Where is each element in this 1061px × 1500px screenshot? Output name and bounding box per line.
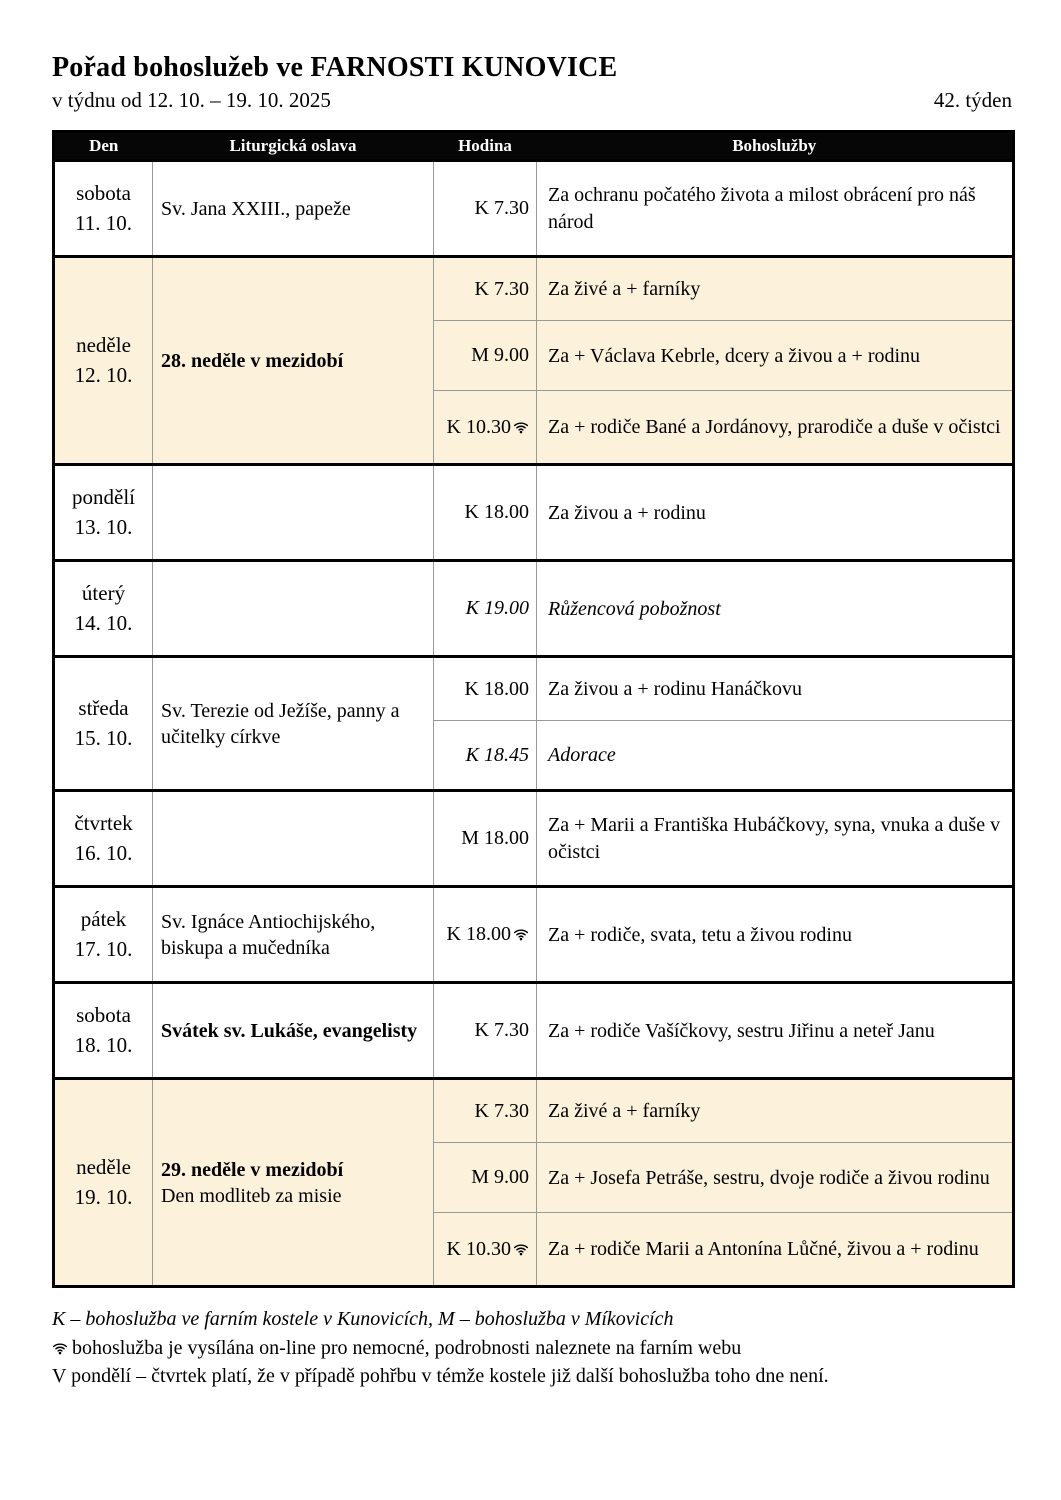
service-cell: Za živou a + rodinu Hanáčkovu [537,657,1014,721]
feast-cell [153,791,434,887]
day-cell [54,561,153,657]
table-row [54,1079,1014,1143]
day-cell [54,161,153,257]
wifi-icon [52,1340,68,1356]
feast-text: Sv. Ignáce Antiochijského, biskupa a mučedníka [161,910,376,959]
funeral-note-line: V pondělí – čtvrtek platí, že v případě pohřbu v témže kostele již další bohoslužba toho dne není. [52,1365,829,1388]
feast-cell [153,161,434,257]
feast-cell [153,465,434,561]
time-cell [434,791,537,887]
feast-subtext: Den modliteb za misie [161,1184,342,1207]
day-date: 17. 10. [74,936,133,961]
day-cell [54,657,153,791]
table-row [54,657,1014,721]
day-cell [54,791,153,887]
time-text: M 18.00 [461,827,529,850]
day-cell [54,257,153,465]
time-cell [434,561,537,657]
table-row [54,983,1014,1079]
online-note-text: bohoslužba je vysílána on-line pro nemocné, podrobnosti naleznete na farním webu [72,1336,742,1359]
feast-text: 28. neděle v mezidobí [161,349,344,372]
day-date: 15. 10. [74,725,133,750]
feast-text: 29. neděle v mezidobí [161,1158,344,1181]
time-cell [434,391,537,465]
time-text: K 7.30 [474,197,529,220]
time-cell [434,887,537,983]
service-cell: Růžencová pobožnost [537,561,1014,657]
col-header-hodina: Hodina [434,132,537,161]
time-cell [434,1079,537,1143]
day-date: 14. 10. [74,610,133,635]
time-cell [434,1143,537,1213]
day-date: 13. 10. [74,514,133,539]
feast-cell [153,257,434,465]
subtitle-row [52,88,1012,113]
day-name: sobota [76,181,131,206]
service-cell: Za + rodiče, svata, tetu a živou rodinu [537,887,1014,983]
feast-cell [153,1079,434,1287]
col-header-bohosluzby: Bohoslužby [537,132,1014,161]
table-row [54,791,1014,887]
table-row [54,161,1014,257]
day-date: 19. 10. [74,1184,133,1209]
service-cell: Za + Václava Kebrle, dcery a živou a + rodinu [537,321,1014,391]
time-text: M 9.00 [471,344,529,367]
day-name: pondělí [72,485,135,510]
time-text: K 19.00 [465,597,529,620]
day-name: čtvrtek [74,811,133,836]
service-cell: Za + rodiče Marii a Antonína Lůčné, živou a + rodinu [537,1213,1014,1287]
table-row [54,257,1014,321]
day-date: 18. 10. [74,1032,133,1057]
feast-text: Sv. Jana XXIII., papeže [161,197,351,220]
service-cell: Za ochranu počatého života a milost obrácení pro náš národ [537,161,1014,257]
service-cell: Za živé a + farníky [537,257,1014,321]
schedule-table [52,130,1015,1288]
feast-cell [153,983,434,1079]
wifi-icon [513,419,529,435]
time-cell [434,465,537,561]
time-cell [434,257,537,321]
service-cell: Za + Josefa Petráše, sestru, dvoje rodiče a živou rodinu [537,1143,1014,1213]
day-date: 11. 10. [75,210,132,235]
time-text: K 18.00 [464,677,529,700]
col-header-den: Den [54,132,153,161]
day-name: středa [78,696,129,721]
day-cell [54,465,153,561]
wifi-icon [513,926,529,942]
feast-text: Sv. Terezie od Ježíše, panny a učitelky církve [161,699,400,748]
time-text: K 18.45 [465,743,529,766]
day-cell [54,983,153,1079]
time-cell [434,721,537,791]
time-text: K 18.00 [446,923,511,946]
time-cell [434,161,537,257]
service-cell: Za živou a + rodinu [537,465,1014,561]
time-cell [434,983,537,1079]
table-header-row [54,132,1014,161]
time-text: K 7.30 [474,1019,529,1042]
legend-line: K – bohoslužba ve farním kostele v Kunovicích, M – bohoslužba v Míkovicích [52,1308,674,1331]
feast-cell [153,657,434,791]
time-text: K 10.30 [446,1237,511,1260]
time-text: K 10.30 [446,415,511,438]
time-text: M 9.00 [471,1166,529,1189]
table-row [54,561,1014,657]
col-header-liturgicka-oslava: Liturgická oslava [153,132,434,161]
day-name: pátek [80,907,127,932]
wifi-icon [513,1241,529,1257]
day-date: 16. 10. [74,840,133,865]
table-row [54,887,1014,983]
time-text: K 7.30 [474,277,529,300]
day-name: úterý [81,581,126,606]
time-cell [434,1213,537,1287]
table-row [54,465,1014,561]
week-number: 42. týden [933,88,1012,113]
footer-notes [52,1305,1012,1390]
time-text: K 18.00 [464,501,529,524]
service-cell: Za živé a + farníky [537,1079,1014,1143]
feast-cell [153,561,434,657]
service-cell: Adorace [537,721,1014,791]
feast-cell [153,887,434,983]
online-note-line [52,1334,1012,1362]
day-date: 12. 10. [74,362,133,387]
day-name: neděle [76,1155,131,1180]
week-range: v týdnu od 12. 10. – 19. 10. 2025 [52,88,331,113]
day-cell [54,1079,153,1287]
service-cell: Za + rodiče Bané a Jordánovy, prarodiče a duše v očistci [537,391,1014,465]
page-title: Pořad bohoslužeb ve FARNOSTI KUNOVICE [52,52,618,83]
day-name: sobota [76,1003,131,1028]
time-cell [434,657,537,721]
time-text: K 7.30 [474,1099,529,1122]
service-cell: Za + rodiče Vašíčkovy, sestru Jiřinu a neteř Janu [537,983,1014,1079]
day-cell [54,887,153,983]
day-name: neděle [76,333,131,358]
time-cell [434,321,537,391]
feast-text: Svátek sv. Lukáše, evangelisty [161,1019,418,1042]
service-cell: Za + Marii a Františka Hubáčkovy, syna, vnuka a duše v očistci [537,791,1014,887]
